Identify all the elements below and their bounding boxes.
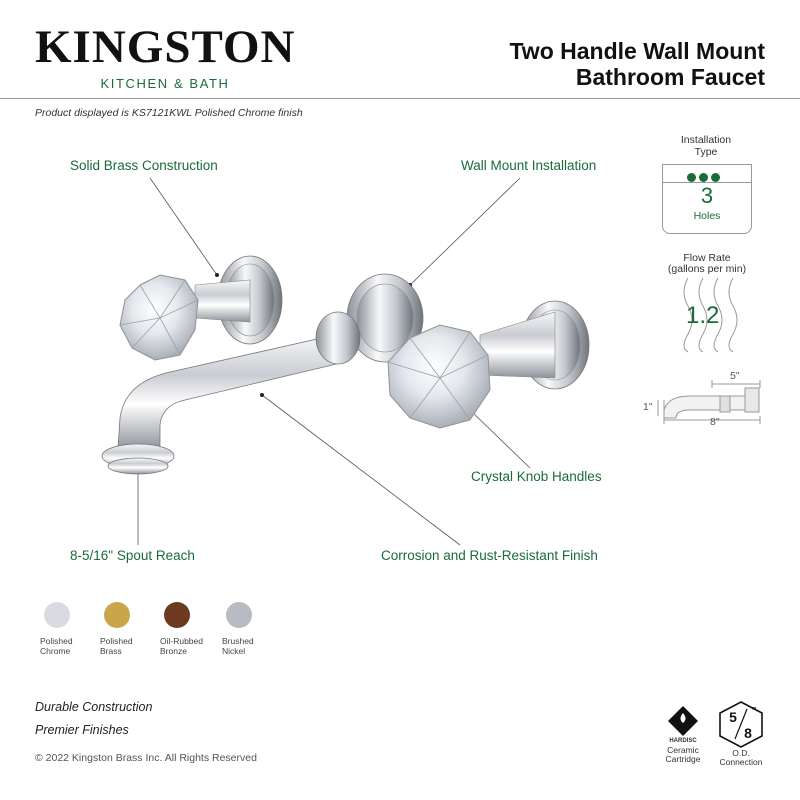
dimension-height: 1" xyxy=(643,401,653,413)
connection-inch: " xyxy=(751,706,757,717)
installation-value: 3 xyxy=(700,183,714,208)
hardisc-brand: HARDISC xyxy=(669,738,697,744)
callout-finish: Corrosion and Rust-Resistant Finish xyxy=(381,548,598,563)
installation-card xyxy=(662,164,752,234)
installation-label-line1: Installation xyxy=(680,134,732,146)
feature-durable: Durable Construction xyxy=(35,700,153,714)
right-escutcheon xyxy=(480,301,589,389)
swatch-color xyxy=(226,602,252,628)
connection-denominator: 8 xyxy=(744,725,752,741)
brand-name: KINGSTON xyxy=(35,21,296,73)
dimension-width: 5" xyxy=(730,370,740,382)
product-caption: Product displayed is KS7121KWL Polished Chrome finish xyxy=(35,107,303,119)
connection-numerator: 5 xyxy=(729,709,737,725)
hardisc-label: Ceramic Cartridge xyxy=(665,745,701,764)
swatch-color xyxy=(164,602,190,628)
hardisc-icon xyxy=(668,706,698,736)
swatch-color xyxy=(44,602,70,628)
callout-crystal-knob: Crystal Knob Handles xyxy=(471,469,602,484)
flow-rate-label: Flow Rate (gallons per min) xyxy=(667,252,747,275)
left-crystal-knob xyxy=(120,275,198,360)
faucet-dimension-icon xyxy=(658,380,760,424)
brand-subtitle: KITCHEN & BATH xyxy=(100,76,230,91)
product-title-line1: Two Handle Wall Mount xyxy=(509,38,765,64)
callout-solid-brass: Solid Brass Construction xyxy=(70,158,218,173)
feature-finishes: Premier Finishes xyxy=(35,723,129,737)
flow-rate-value: 1.2 xyxy=(686,302,720,329)
callout-spout-reach: 8-5/16" Spout Reach xyxy=(70,548,195,563)
connection-label: O.D. Connection xyxy=(719,748,763,767)
left-escutcheon xyxy=(195,256,282,344)
swatch-color xyxy=(104,602,130,628)
copyright: © 2022 Kingston Brass Inc. All Rights Reserved xyxy=(35,752,257,764)
callout-wall-mount: Wall Mount Installation xyxy=(461,158,597,173)
swatch-oil-rubbed-bronze[interactable]: Oil-Rubbed Bronze xyxy=(160,602,220,656)
installation-unit: Holes xyxy=(693,210,721,222)
swatch-brushed-nickel[interactable]: Brushed Nickel xyxy=(222,602,282,656)
dimension-length: 8" xyxy=(710,416,720,428)
installation-label-line2: Type xyxy=(694,146,718,158)
product-title-line2: Bathroom Faucet xyxy=(575,64,765,90)
swatch-polished-chrome[interactable]: Polished Chrome xyxy=(40,602,100,656)
swatch-polished-brass[interactable]: Polished Brass xyxy=(100,602,160,656)
installation-type xyxy=(662,134,752,234)
